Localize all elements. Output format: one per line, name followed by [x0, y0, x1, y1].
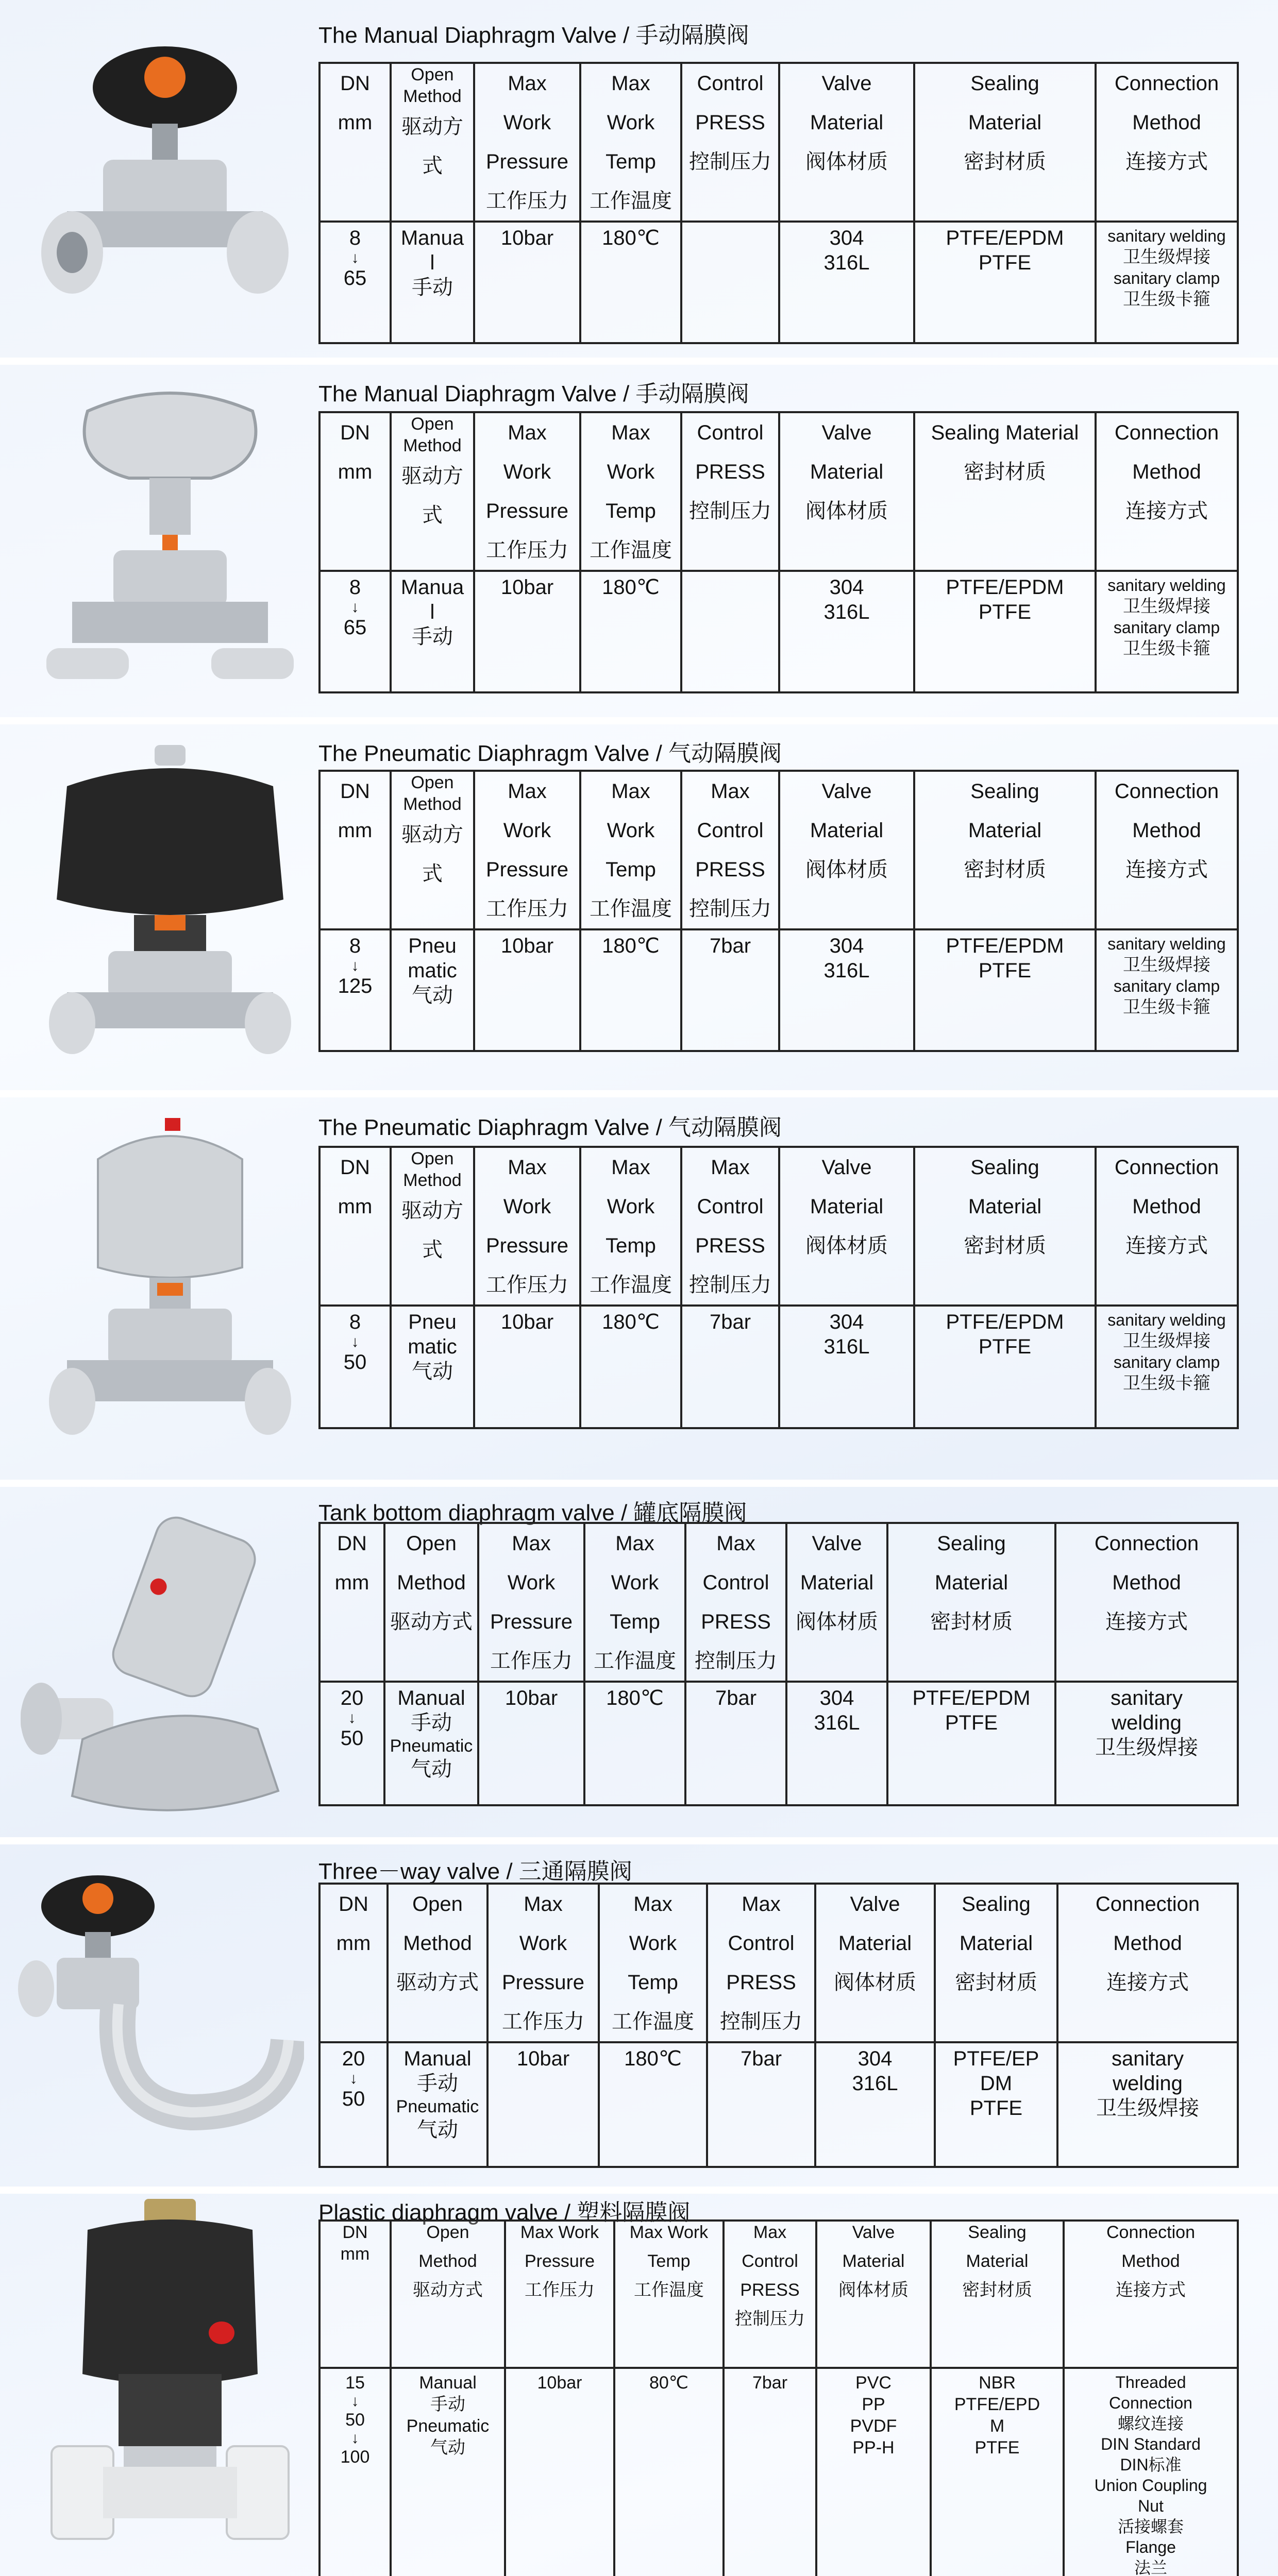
header-open-method: Open Method 驱动方式: [391, 771, 474, 929]
section-divider: [0, 358, 1278, 365]
header-connection-method: Connection Method 连接方式: [1096, 1147, 1238, 1306]
section-manual-valve-2: [0, 365, 1278, 716]
arrow-down-icon: ↓: [351, 2430, 359, 2447]
header-max-temp: Max Work Temp 工作温度: [580, 1147, 681, 1306]
header-max-pressure: Max Work Pressure 工作压力: [478, 1523, 584, 1682]
table-row: 15 ↓ 50 ↓ 100 Manual 手动 Pneumatic 气动 10bar 80℃ 7bar PVC PP PVDF PP-H NBR PTFE/EPD M PTFE Threaded Connection 螺纹连接 DIN Standard DIN标准 Union Coupling Nut 活接螺套 Flange 法兰: [320, 2368, 1238, 2576]
header-max-temp: Max Work Temp 工作温度: [580, 412, 681, 571]
header-valve-material: Valve Material 阀体材质: [779, 63, 914, 222]
section-divider: [0, 1837, 1278, 1844]
three-way-diaphragm-valve-image: [15, 1870, 304, 2148]
spec-table: [318, 1883, 1239, 2168]
section-title: Plastic diaphragm valve / 塑料隔膜阀: [318, 2200, 691, 2225]
header-dn: DN mm: [320, 1884, 388, 2042]
header-control-press: Max Control PRESS 控制压力: [685, 1523, 786, 1682]
arrow-down-icon: ↓: [351, 599, 359, 616]
header-max-pressure: Max Work Pressure 工作压力: [505, 2221, 614, 2368]
manual-diaphragm-valve-steel-handwheel-image: [41, 380, 299, 689]
section-pneumatic-valve-2: [0, 1097, 1278, 1479]
header-open-method: Open Method 驱动方式: [391, 2221, 505, 2368]
section-title: The Manual Diaphragm Valve / 手动隔膜阀: [318, 381, 749, 406]
section-tank-bottom-valve: [0, 1487, 1278, 1838]
section-pneumatic-valve-1: [0, 724, 1278, 1089]
header-max-temp: Max Work Temp 工作温度: [614, 2221, 724, 2368]
spec-table: [318, 411, 1239, 693]
header-max-temp: Max Work Temp 工作温度: [580, 771, 681, 929]
section-divider: [0, 1480, 1278, 1487]
section-title: The Pneumatic Diaphragm Valve / 气动隔膜阀: [318, 1115, 782, 1140]
table-row: 20 ↓ 50 Manual 手动 Pneumatic 气动 10bar 180℃ 7bar 304 316L PTFE/EP DM PTFE sanitary welding 卫生级焊接: [320, 2042, 1238, 2167]
header-open-method: Open Method 驱动方式: [388, 1884, 487, 2042]
pneumatic-diaphragm-valve-image: [46, 745, 294, 1054]
spec-table: [318, 1522, 1239, 1806]
header-sealing-material: Sealing Material 密封材质: [931, 2221, 1064, 2368]
section-divider: [0, 2187, 1278, 2194]
header-connection-method: Connection Method 连接方式: [1096, 771, 1238, 929]
section-three-way-valve: [0, 1844, 1278, 2185]
arrow-down-icon: ↓: [348, 1709, 356, 1726]
header-max-temp: Max Work Temp 工作温度: [584, 1523, 685, 1682]
header-valve-material: Valve Material 阀体材质: [779, 771, 914, 929]
table-row: 8 ↓ 50 Pneu matic 气动 10bar 180℃ 7bar 304 316L PTFE/EPDM PTFE sanitary welding 卫生级焊接 sanitary clamp 卫生级卡箍: [320, 1306, 1238, 1428]
header-max-pressure: Max Work Pressure 工作压力: [487, 1884, 599, 2042]
spec-table: [318, 2219, 1239, 2576]
arrow-down-icon: ↓: [351, 957, 359, 974]
plastic-diaphragm-valve-image: [41, 2199, 299, 2560]
header-max-temp: Max Work Temp 工作温度: [580, 63, 681, 222]
table-row: 8 ↓ 65 Manua l 手动 10bar 180℃ 304 316L PTFE/EPDM PTFE sanitary welding 卫生级焊接 sanitary clamp 卫生级卡箍: [320, 222, 1238, 343]
header-control-press: Max Control PRESS 控制压力: [681, 1147, 779, 1306]
header-control-press: Control PRESS 控制压力: [681, 63, 779, 222]
section-manual-valve-1: [0, 0, 1278, 355]
section-title: Tank bottom diaphragm valve / 罐底隔膜阀: [318, 1500, 747, 1526]
header-valve-material: Valve Material 阀体材质: [779, 1147, 914, 1306]
header-sealing-material: Sealing Material 密封材质: [914, 412, 1096, 571]
header-connection-method: Connection Method 连接方式: [1064, 2221, 1238, 2368]
header-max-pressure: Max Work Pressure 工作压力: [474, 63, 580, 222]
header-dn: DN mm: [320, 412, 391, 571]
section-title: The Pneumatic Diaphragm Valve / 气动隔膜阀: [318, 741, 782, 766]
header-max-pressure: Max Work Pressure 工作压力: [474, 771, 580, 929]
table-row: 20 ↓ 50 Manual 手动 Pneumatic 气动 10bar 180℃ 7bar 304 316L PTFE/EPDM PTFE sanitary welding 卫生级焊接: [320, 1682, 1238, 1805]
tank-bottom-diaphragm-valve-image: [21, 1502, 299, 1832]
header-connection-method: Connection Method 连接方式: [1096, 412, 1238, 571]
header-dn: DN mm: [320, 63, 391, 222]
spec-table: [318, 770, 1239, 1052]
section-plastic-valve: [0, 2194, 1278, 2576]
pneumatic-diaphragm-valve-steel-actuator-image: [46, 1113, 294, 1443]
table-row: 8 ↓ 65 Manua l 手动 10bar 180℃ 304 316L PTFE/EPDM PTFE sanitary welding 卫生级焊接 sanitary clamp 卫生级卡箍: [320, 571, 1238, 692]
header-open-method: Open Method 驱动方式: [391, 63, 474, 222]
manual-diaphragm-valve-image: [36, 36, 294, 304]
section-title: Three－way valve / 三通隔膜阀: [318, 1859, 632, 1884]
spec-table: [318, 1146, 1239, 1429]
header-sealing-material: Sealing Material 密封材质: [914, 63, 1096, 222]
header-max-pressure: Max Work Pressure 工作压力: [474, 412, 580, 571]
header-connection-method: Connection Method 连接方式: [1055, 1523, 1238, 1682]
header-dn: DN mm: [320, 771, 391, 929]
header-dn: DN mm: [320, 1147, 391, 1306]
arrow-down-icon: ↓: [351, 1333, 359, 1350]
header-connection-method: Connection Method 连接方式: [1057, 1884, 1238, 2042]
header-connection-method: Connection Method 连接方式: [1096, 63, 1238, 222]
section-title: The Manual Diaphragm Valve / 手动隔膜阀: [318, 23, 749, 48]
header-open-method: Open Method 驱动方式: [391, 412, 474, 571]
section-divider: [0, 1090, 1278, 1097]
table-row: 8 ↓ 125 Pneu matic 气动 10bar 180℃ 7bar 304 316L PTFE/EPDM PTFE sanitary welding 卫生级焊接 sanitary clamp 卫生级卡箍: [320, 929, 1238, 1051]
header-sealing-material: Sealing Material 密封材质: [935, 1884, 1057, 2042]
header-sealing-material: Sealing Material 密封材质: [887, 1523, 1055, 1682]
header-dn: DN mm: [320, 2221, 391, 2368]
header-valve-material: Valve Material 阀体材质: [779, 412, 914, 571]
header-sealing-material: Sealing Material 密封材质: [914, 771, 1096, 929]
section-divider: [0, 717, 1278, 724]
header-open-method: Open Method 驱动方式: [391, 1147, 474, 1306]
header-open-method: Open Method 驱动方式: [384, 1523, 478, 1682]
header-control-press: Max Control PRESS 控制压力: [681, 771, 779, 929]
header-control-press: Max Control PRESS 控制压力: [707, 1884, 815, 2042]
arrow-down-icon: ↓: [351, 2393, 359, 2410]
header-dn: DN mm: [320, 1523, 384, 1682]
arrow-down-icon: ↓: [349, 2070, 358, 2087]
header-valve-material: Valve Material 阀体材质: [786, 1523, 887, 1682]
header-sealing-material: Sealing Material 密封材质: [914, 1147, 1096, 1306]
header-max-pressure: Max Work Pressure 工作压力: [474, 1147, 580, 1306]
header-valve-material: Valve Material 阀体材质: [815, 1884, 935, 2042]
header-valve-material: Valve Material 阀体材质: [816, 2221, 931, 2368]
header-control-press: Control PRESS 控制压力: [681, 412, 779, 571]
header-max-temp: Max Work Temp 工作温度: [599, 1884, 707, 2042]
header-control-press: Max Control PRESS 控制压力: [724, 2221, 816, 2368]
arrow-down-icon: ↓: [351, 249, 359, 266]
spec-table: [318, 62, 1239, 344]
